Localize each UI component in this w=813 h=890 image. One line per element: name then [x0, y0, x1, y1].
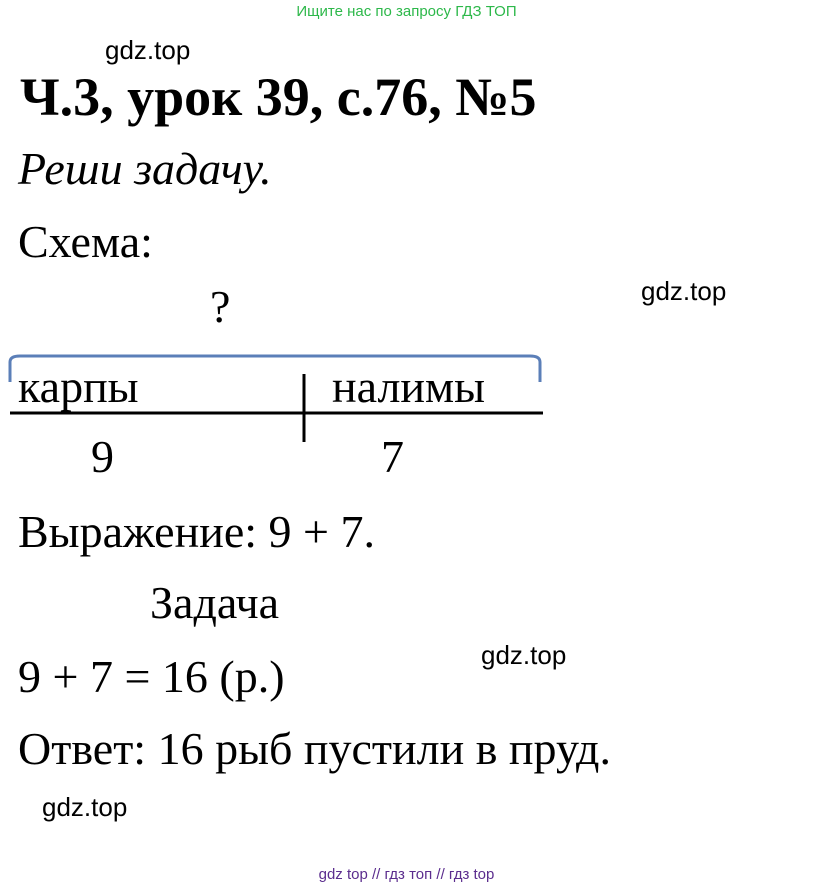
expression-text: Выражение: 9 + 7.	[18, 506, 375, 557]
scheme-diagram	[0, 280, 560, 490]
segment-value-carps: 9	[91, 431, 114, 482]
instruction-text: Реши задачу.	[18, 143, 272, 194]
total-unknown: ?	[210, 281, 231, 332]
segment-label-burbots: налимы	[332, 361, 486, 412]
watermark: gdz.top	[481, 640, 567, 670]
top-banner: Ищите нас по запросу ГДЗ ТОП	[296, 3, 517, 20]
watermark: gdz.top	[105, 35, 191, 65]
footer-links: gdz top // гдз топ // гдз top	[318, 866, 495, 883]
answer-text: Ответ: 16 рыб пустили в пруд.	[18, 723, 611, 774]
watermark: gdz.top	[641, 276, 727, 306]
task-title: Задача	[150, 577, 279, 628]
scheme-label: Схема:	[18, 216, 153, 267]
page-title: Ч.3, урок 39, с.76, №5	[20, 67, 537, 127]
solution-text: 9 + 7 = 16 (р.)	[18, 651, 285, 702]
segment-value-burbots: 7	[381, 431, 404, 482]
watermark: gdz.top	[42, 792, 128, 822]
segment-label-carps: карпы	[18, 361, 139, 412]
